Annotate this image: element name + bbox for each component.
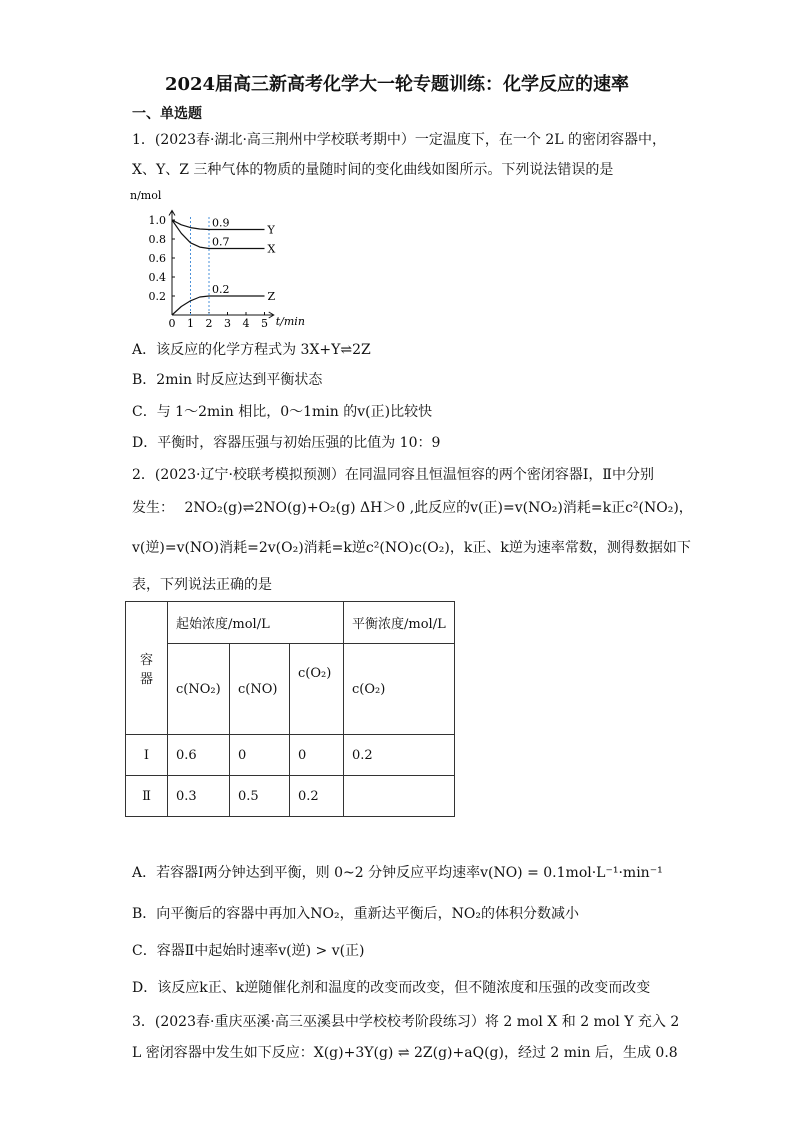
cell-eq-o2: 0.2 — [344, 735, 455, 776]
cell-no: 0.5 — [230, 776, 290, 817]
table-row — [126, 735, 455, 776]
col-header-o2: c(O₂) — [290, 644, 344, 735]
start-concentration-header: 起始浓度/mol/L — [168, 602, 344, 644]
series-line-z — [172, 296, 265, 315]
cell-eq-o2 — [344, 776, 455, 817]
row-name: Ⅰ — [126, 735, 168, 776]
cell-no: 0 — [230, 735, 290, 776]
question-2-line-2-prefix: 发生： — [132, 500, 174, 516]
series-label-y: Y — [267, 223, 275, 237]
question-1-option-d: D．平衡时，容器压强与初始压强的比值为 10：9 — [132, 435, 441, 451]
page-title: 2024届高三新高考化学大一轮专题训练：化学反应的速率 — [164, 74, 630, 95]
col-header-no: c(NO) — [230, 644, 290, 735]
table-row — [126, 776, 455, 817]
question-2-equation: 2NO₂(g)⇌2NO(g)+O₂(g) ΔH＞0 — [184, 500, 406, 516]
series-label-x: X — [267, 242, 276, 256]
concentration-table — [125, 601, 455, 817]
question-2-option-c: C．容器Ⅱ中起始时速率v(逆) > v(正) — [132, 943, 365, 959]
cell-no2: 0.3 — [168, 776, 230, 817]
container-header: 容器 — [126, 602, 168, 735]
question-2-line-2 — [132, 498, 693, 518]
y-tick-label: 0.8 — [148, 233, 166, 246]
y-tick-label: 0.2 — [148, 290, 166, 303]
equilibrium-concentration-header: 平衡浓度/mol/L — [344, 602, 455, 644]
cell-no2: 0.6 — [168, 735, 230, 776]
question-2-option-a: A．若容器Ⅰ两分钟达到平衡，则 0~2 分钟反应平均速率v(NO) = 0.1mol·L⁻¹·min⁻¹ — [132, 865, 663, 881]
question-2-option-b: B．向平衡后的容器中再加入NO₂，重新达平衡后，NO₂的体积分数减小 — [132, 906, 579, 922]
cell-o2: 0.2 — [290, 776, 344, 817]
question-1-line-1: 1．(2023春·湖北·高三荆州中学校联考期中）一定温度下，在一个 2L 的密闭容器中， — [132, 132, 667, 148]
question-1-option-b: B．2min 时反应达到平衡状态 — [132, 372, 323, 388]
col-header-eq-o2: c(O₂) — [344, 644, 455, 735]
x-tick-label: 0 — [168, 317, 176, 330]
question-1-option-a: A．该反应的化学方程式为 3X+Y⇌2Z — [132, 342, 371, 358]
cell-o2: 0 — [290, 735, 344, 776]
series-value-label-z: 0.2 — [212, 283, 230, 296]
row-name: Ⅱ — [126, 776, 168, 817]
question-1-line-2: X、Y、Z 三种气体的物质的量随时间的变化曲线如图所示。下列说法错误的是 — [132, 162, 614, 178]
series-value-label-x: 0.7 — [212, 235, 230, 249]
question-3-line-2: L 密闭容器中发生如下反应：X(g)+3Y(g) ⇌ 2Z(g)+aQ(g)，经过 2 min 后，生成 0.8 — [132, 1045, 678, 1061]
series-value-label-y: 0.9 — [212, 216, 230, 230]
col-header-no2: c(NO₂) — [168, 644, 230, 735]
x-tick-label: 3 — [224, 317, 231, 330]
amount-time-chart — [128, 185, 328, 335]
question-2-line-2-suffix: ,此反应的v(正)=v(NO₂)消耗=k正c²(NO₂)， — [409, 500, 693, 516]
question-3-line-1: 3．(2023春·重庆巫溪·高三巫溪县中学校校考阶段练习）将 2 mol X 和 2 mol Y 充入 2 — [132, 1014, 680, 1030]
x-axis-label: t/min — [275, 315, 305, 328]
series-label-z: Z — [267, 290, 276, 303]
y-axis-label: n/mol — [130, 189, 162, 202]
section-heading: 一、单选题 — [132, 106, 202, 122]
question-2-line-3: v(逆)=v(NO)消耗=2v(O₂)消耗=k逆c²(NO)c(O₂)，k正、k逆为速率常数，测得数据如下 — [132, 540, 691, 556]
question-2-option-d: D．该反应k正、k逆随催化剂和温度的改变而改变，但不随浓度和压强的改变而改变 — [132, 980, 651, 996]
y-tick-label: 0.6 — [148, 252, 166, 265]
x-tick-label: 1 — [187, 317, 194, 330]
question-2-line-1: 2．(2023·辽宁·校联考模拟预测）在同温同容且恒温恒容的两个密闭容器Ⅰ，Ⅱ中分别 — [132, 467, 654, 483]
x-tick-label: 5 — [261, 317, 268, 330]
question-1-option-c: C．与 1～2min 相比，0～1min 的v(正)比较快 — [132, 404, 433, 420]
question-2-line-4: 表，下列说法正确的是 — [132, 577, 272, 593]
x-tick-label: 4 — [242, 317, 250, 330]
x-tick-label: 2 — [205, 317, 213, 330]
y-tick-label: 0.4 — [148, 271, 166, 284]
y-tick-label: 1.0 — [148, 214, 166, 227]
